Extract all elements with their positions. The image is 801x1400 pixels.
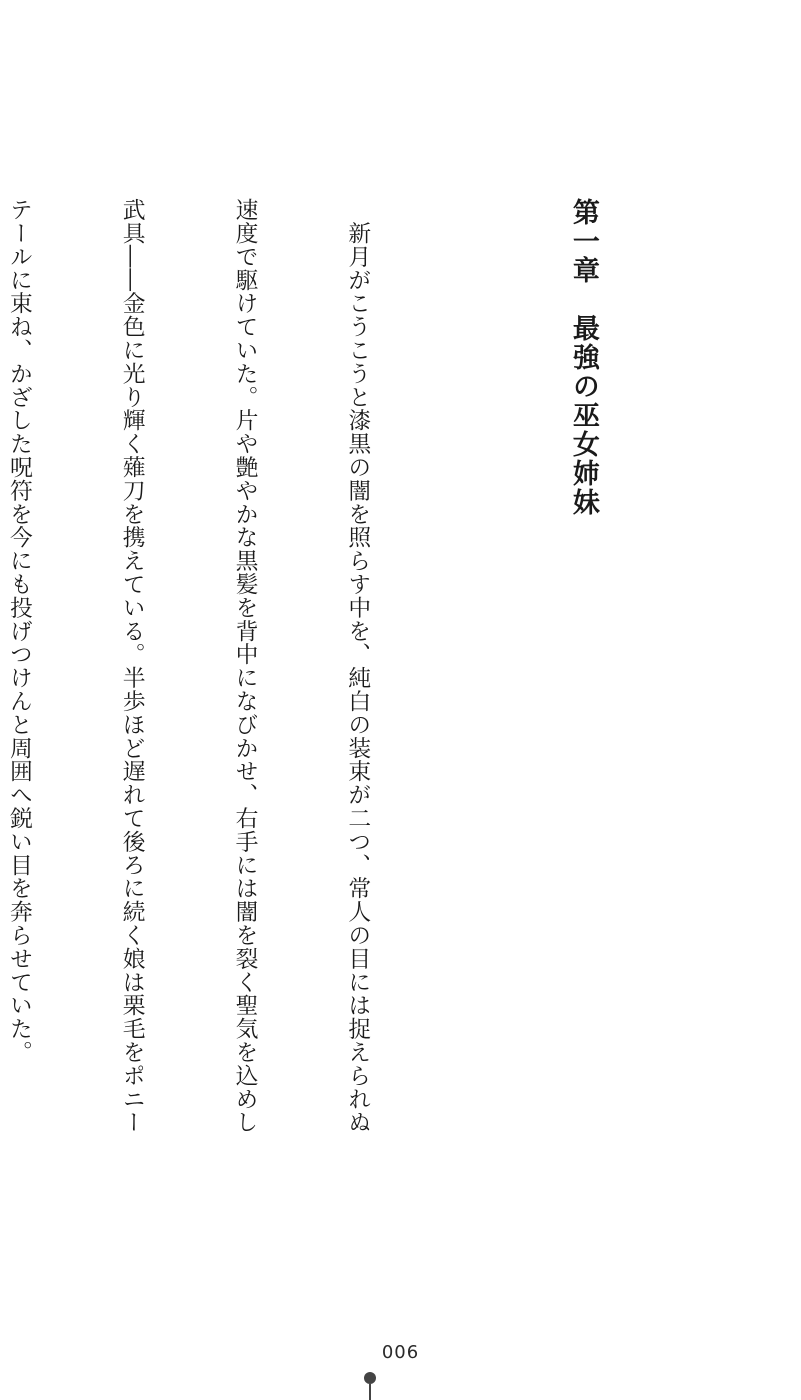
vertical-text-block <box>0 198 681 1278</box>
text-line: 武具――金色に光り輝く薙刀を携えている。半歩ほど遅れて後ろに続く娘は栗毛をポニー <box>118 198 145 1134</box>
page-number: 006 <box>381 1342 420 1363</box>
chapter-title: 第一章 最強の巫女姉妹 <box>567 198 599 517</box>
text-line: 速度で駆けていた。片や艶やかな黒髪を背中になびかせ、右手には闇を裂く聖気を込めし <box>231 198 258 1134</box>
chapter-title-line <box>563 198 606 1278</box>
chapter-gap <box>450 198 488 1278</box>
folio-rule <box>369 1384 371 1400</box>
folio-dot-icon <box>364 1372 376 1384</box>
text-line: テールに束ね、かざした呪符を今にも投げつけんと周囲へ鋭い目を奔らせていた。 <box>5 198 32 1064</box>
text-line: 新月がこうこうと漆黒の闇を照らす中を、純白の装束が二つ、常人の目には捉えられぬ <box>344 198 371 1134</box>
